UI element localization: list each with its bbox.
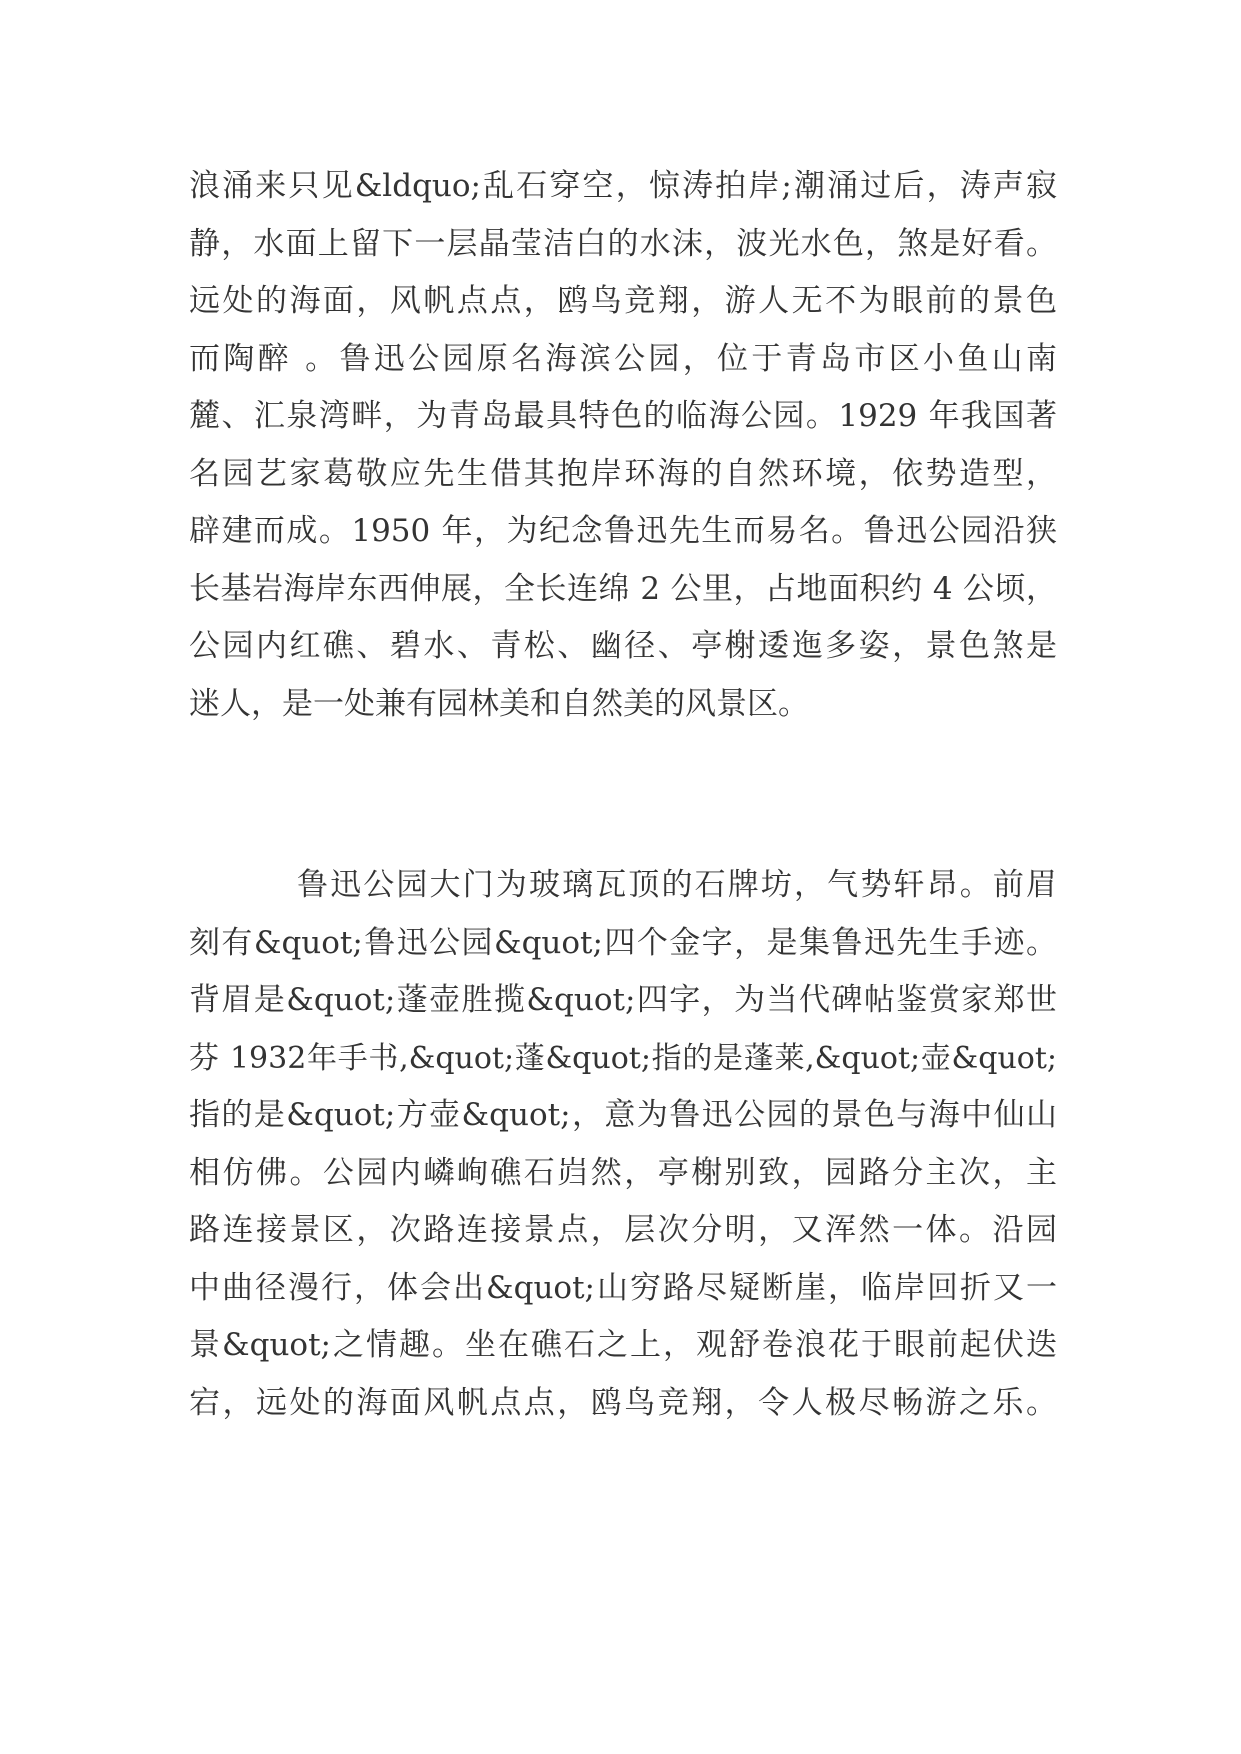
paragraph-lu-xun-park-intro [189, 158, 1057, 733]
paragraph-park-gate [189, 857, 1057, 1432]
text-line: 刻有&quot;鲁迅公园&quot;四个金字，是集鲁迅先生手迹。 [189, 924, 1057, 961]
text-line: 麓、汇泉湾畔，为青岛最具特色的临海公园。1929 年我国著 [189, 398, 1057, 434]
text-line: 指的是&quot;方壶&quot;，意为鲁迅公园的景色与海中仙山 [189, 1097, 1057, 1133]
text-line: 相仿佛。公园内嶙峋礁石岿然，亭榭别致，园路分主次，主 [189, 1154, 1057, 1191]
text-line: 辟建而成。1950 年，为纪念鲁迅先生而易名。鲁迅公园沿狭 [189, 513, 1057, 549]
text-line: 景&quot;之情趣。坐在礁石之上，观舒卷浪花于眼前起伏迭 [189, 1327, 1057, 1363]
text-line: 路连接景区，次路连接景点，层次分明，又浑然一体。沿园 [189, 1212, 1057, 1248]
text-line: 名园艺家葛敬应先生借其抱岸环海的自然环境，依势造型， [189, 455, 1057, 492]
text-line: 宕，远处的海面风帆点点，鸥鸟竞翔，令人极尽畅游之乐。 [189, 1384, 1057, 1421]
text-line: 静，水面上留下一层晶莹洁白的水沫，波光水色，煞是好看。 [189, 225, 1057, 262]
text-line: 而陶醉 。鲁迅公园原名海滨公园，位于青岛市区小鱼山南 [189, 340, 1057, 377]
text-line: 浪涌来只见&ldquo;乱石穿空，惊涛拍岸;潮涌过后，涛声寂 [189, 168, 1057, 204]
text-line: 中曲径漫行，体会出&quot;山穷路尽疑断崖，临岸回折又一 [189, 1269, 1057, 1306]
text-line: 芬 1932年手书,&quot;蓬&quot;指的是蓬莱,&quot;壶&quot; [189, 1040, 1057, 1076]
text-line: 背眉是&quot;蓬壶胜揽&quot;四字，为当代碑帖鉴赏家郑世 [189, 982, 1057, 1018]
text-line: 迷人，是一处兼有园林美和自然美的风景区。 [189, 685, 809, 722]
text-line: 鲁迅公园大门为玻璃瓦顶的石牌坊，气势轩昂。前眉 [297, 867, 1057, 903]
text-line: 公园内红礁、碧水、青松、幽径、亭榭逶迤多姿，景色煞是 [189, 628, 1057, 664]
text-line: 长基岩海岸东西伸展，全长连绵 2 公里，占地面积约 4 公顷， [189, 570, 1057, 607]
text-line: 远处的海面，风帆点点，鸥鸟竞翔，游人无不为眼前的景色 [189, 283, 1057, 319]
